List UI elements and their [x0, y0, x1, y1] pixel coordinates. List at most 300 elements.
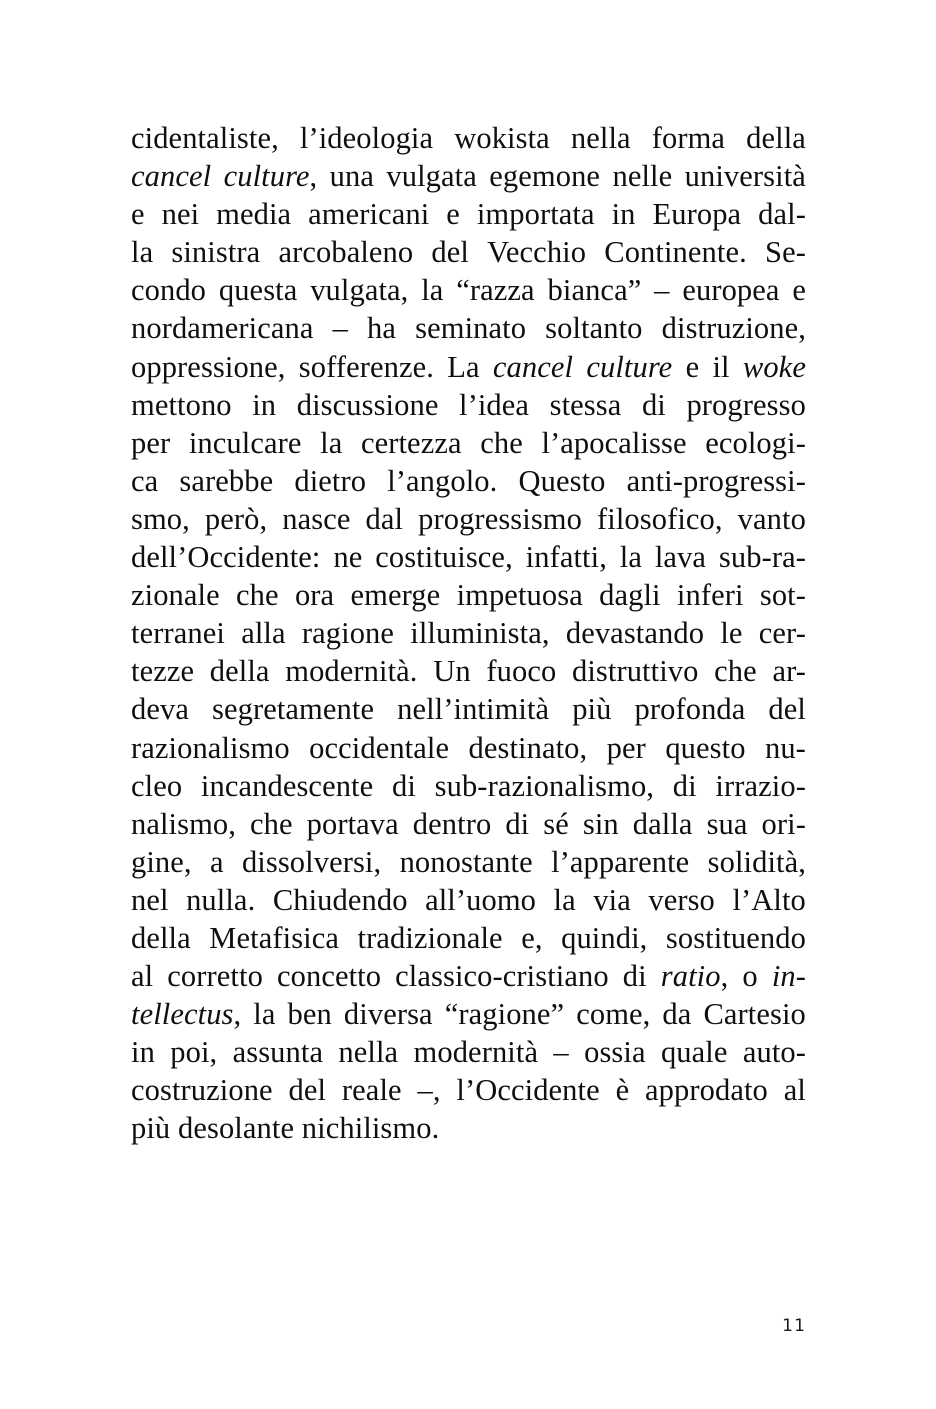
- text-run: ,: [309, 159, 318, 194]
- text-run: l’apocalisse: [541, 425, 687, 460]
- text-word: [551, 843, 689, 881]
- text-word: [216, 195, 291, 233]
- text-word: [250, 805, 293, 843]
- text-run: l’idea: [459, 387, 530, 422]
- text-run: discussione: [296, 387, 439, 422]
- text-run: “razza: [456, 273, 535, 308]
- text-run: stessa: [549, 387, 622, 422]
- text-word: [210, 843, 224, 881]
- text-word: [131, 119, 279, 157]
- text-run: mettono: [131, 387, 232, 422]
- text-word: [677, 576, 744, 614]
- text-word: [758, 195, 806, 233]
- text-run: poi,: [170, 1035, 218, 1070]
- text-run: portava: [306, 806, 399, 841]
- text-run: a: [209, 844, 224, 879]
- body-text-line: [131, 348, 806, 386]
- text-word: [131, 500, 190, 538]
- text-run: ca: [131, 463, 159, 498]
- text-word: [571, 119, 631, 157]
- text-word: [131, 576, 220, 614]
- text-run: dal: [365, 501, 404, 536]
- text-run: che: [236, 578, 279, 613]
- body-text-line: [131, 767, 806, 805]
- text-run: Vecchio: [487, 235, 587, 270]
- text-run: nalismo,: [131, 806, 237, 841]
- text-run: cleo: [131, 768, 183, 803]
- text-run: l’angolo.: [387, 463, 498, 498]
- text-run: distruttivo: [571, 654, 699, 689]
- text-word: [653, 195, 742, 233]
- text-run: americani: [308, 197, 430, 232]
- text-word: [302, 614, 394, 652]
- text-run: nasce: [282, 501, 351, 536]
- text-run: –,: [417, 1073, 441, 1108]
- text-word: [361, 424, 462, 462]
- text-run: Europa: [652, 197, 742, 232]
- text-run: ar-: [772, 654, 806, 689]
- text-run: sin: [582, 806, 619, 841]
- text-run: e: [685, 349, 700, 384]
- text-word: [456, 1071, 599, 1109]
- body-text-line: [131, 614, 806, 652]
- text-word: [447, 348, 479, 386]
- text-run: –: [654, 273, 670, 308]
- body-text-line: [131, 957, 806, 995]
- text-word: [167, 957, 263, 995]
- text-run: del: [768, 692, 806, 727]
- text-word: [224, 157, 318, 195]
- text-run: dell’Occidente:: [131, 540, 321, 575]
- body-text-line: [131, 729, 806, 767]
- text-run: del: [288, 1073, 327, 1108]
- text-word: [685, 157, 806, 195]
- text-run: La: [447, 349, 480, 384]
- text-run: la: [619, 540, 642, 575]
- text-word: [415, 309, 526, 347]
- text-run: media: [216, 197, 292, 232]
- text-run: segretamente: [212, 692, 375, 727]
- text-run: assunta: [232, 1035, 324, 1070]
- text-run: che: [714, 654, 757, 689]
- text-run: nordamericana: [131, 311, 314, 346]
- text-word: [131, 386, 232, 424]
- body-text-line: [131, 309, 806, 347]
- text-word: [445, 995, 564, 1033]
- text-word: [662, 309, 806, 347]
- text-run: che: [250, 806, 293, 841]
- text-word: [720, 614, 742, 652]
- body-text-line: [131, 233, 806, 271]
- text-run: ori-: [761, 806, 806, 841]
- text-word: [759, 614, 806, 652]
- text-run: la: [253, 997, 276, 1032]
- text-word: [431, 233, 469, 271]
- text-run: incandescente: [200, 768, 374, 803]
- text-word: [386, 157, 476, 195]
- text-word: [170, 1033, 217, 1071]
- text-word: [309, 729, 449, 767]
- text-run: ora: [294, 578, 335, 613]
- text-word: [599, 576, 661, 614]
- text-run: dalla: [632, 806, 693, 841]
- text-word: [131, 195, 145, 233]
- text-word: [545, 309, 642, 347]
- text-run: questa: [218, 273, 298, 308]
- italic-phrase: culture: [586, 349, 673, 384]
- text-run: dentro: [412, 806, 492, 841]
- text-word: [772, 652, 806, 690]
- text-word: [746, 119, 806, 157]
- text-word: [648, 881, 715, 919]
- text-run: nulla.: [186, 882, 256, 917]
- body-text-line: [131, 1033, 806, 1071]
- text-run: smo,: [131, 501, 190, 536]
- text-word: [273, 881, 408, 919]
- text-run: dissolversi,: [241, 844, 382, 879]
- text-word: [295, 576, 334, 614]
- text-word: [612, 195, 636, 233]
- text-word: [561, 919, 647, 957]
- body-text-line: [131, 843, 806, 881]
- text-word: [400, 843, 533, 881]
- text-run: Se-: [765, 235, 806, 270]
- text-word: [505, 805, 529, 843]
- text-word: [705, 424, 806, 462]
- text-word: [743, 1033, 806, 1071]
- text-word: [487, 233, 586, 271]
- text-word: [738, 500, 806, 538]
- text-run: in: [611, 197, 636, 232]
- text-run: sofferenze.: [298, 349, 434, 384]
- text-run: sua: [706, 806, 748, 841]
- text-run: anti-progressi-: [626, 463, 806, 498]
- body-text-line: [131, 690, 806, 728]
- text-word: [633, 805, 693, 843]
- text-word: [289, 1071, 327, 1109]
- text-run: come,: [576, 997, 651, 1032]
- text-word: [131, 652, 194, 690]
- text-word: [131, 462, 158, 500]
- italic-phrase: woke: [742, 349, 806, 384]
- text-run: vulgata: [386, 159, 477, 194]
- text-run: sostituendo: [665, 920, 806, 955]
- text-run: vanto: [737, 501, 806, 536]
- text-word: [554, 881, 576, 919]
- text-word: [162, 195, 200, 233]
- text-run: reale: [341, 1073, 402, 1108]
- text-run: e: [131, 197, 145, 232]
- text-run: università: [684, 159, 806, 194]
- text-word: [131, 233, 153, 271]
- text-word: [253, 995, 275, 1033]
- text-word: [597, 500, 723, 538]
- text-run: Questo: [518, 463, 606, 498]
- body-text-line: [131, 1109, 806, 1147]
- text-run: e: [446, 197, 460, 232]
- body-text-line: [131, 119, 806, 157]
- text-word: [583, 805, 619, 843]
- text-word: [743, 348, 806, 386]
- text-run: deva: [131, 692, 189, 727]
- text-word: [572, 690, 611, 728]
- text-run: vulgata,: [310, 273, 409, 308]
- text-run: la: [421, 273, 444, 308]
- text-word: [131, 348, 286, 386]
- text-run: nonostante: [399, 844, 533, 879]
- text-run: nelle: [612, 159, 673, 194]
- body-text-line: [131, 881, 806, 919]
- text-word: [131, 614, 225, 652]
- text-run: ha: [367, 311, 397, 346]
- body-text-line: [131, 500, 806, 538]
- text-word: [665, 729, 745, 767]
- text-run: cidentaliste,: [131, 121, 279, 155]
- text-run: sot-: [759, 578, 806, 613]
- text-run: corretto: [167, 959, 263, 994]
- text-word: [219, 271, 298, 309]
- text-word: [784, 1071, 806, 1109]
- text-run: l’ideologia: [299, 121, 434, 155]
- text-run: di: [641, 387, 666, 422]
- text-word: [358, 919, 503, 957]
- text-word: [205, 500, 267, 538]
- text-word: [131, 881, 169, 919]
- text-word: [233, 1033, 324, 1071]
- italic-phrase: in-: [771, 959, 806, 994]
- text-word: [707, 805, 748, 843]
- text-word: [418, 500, 582, 538]
- text-run: questo: [665, 730, 746, 765]
- text-run: della: [746, 121, 806, 155]
- text-word: [541, 424, 686, 462]
- text-word: [526, 538, 607, 576]
- text-run: inferi: [676, 578, 744, 613]
- text-word: [480, 424, 523, 462]
- body-text-line: [131, 271, 806, 309]
- text-word: [414, 1033, 539, 1071]
- text-run: Chiudendo: [272, 882, 408, 917]
- text-run: Un: [433, 654, 471, 689]
- text-run: “ragione”: [444, 997, 565, 1032]
- text-run: la: [320, 425, 343, 460]
- text-word: [489, 157, 600, 195]
- text-word: [768, 690, 806, 728]
- text-run: il: [712, 349, 730, 384]
- text-run: sé: [543, 806, 569, 841]
- text-word: [366, 500, 404, 538]
- text-word: [282, 500, 350, 538]
- text-run: auto-: [742, 1035, 806, 1070]
- text-run: sub-razionalismo,: [434, 768, 655, 803]
- text-word: [454, 119, 550, 157]
- text-run: in: [131, 1035, 155, 1070]
- text-run: e: [792, 273, 806, 308]
- text-run: e,: [521, 920, 543, 955]
- text-word: [307, 805, 399, 843]
- text-word: [310, 271, 408, 309]
- text-word: [550, 386, 622, 424]
- text-run: ne: [333, 540, 363, 575]
- text-word: [762, 805, 806, 843]
- text-word: [543, 805, 569, 843]
- text-run: progressismo: [418, 501, 582, 536]
- text-run: di: [391, 768, 416, 803]
- text-word: [654, 271, 669, 309]
- body-text-line: [131, 995, 806, 1033]
- text-word: [308, 195, 429, 233]
- text-word: [131, 957, 153, 995]
- text-run: approdato: [645, 1073, 768, 1108]
- text-word: [236, 576, 279, 614]
- text-run: ossia: [584, 1035, 646, 1070]
- text-run: una: [329, 159, 375, 194]
- text-word: [666, 919, 806, 957]
- text-word: [413, 805, 492, 843]
- text-word: [682, 271, 779, 309]
- text-run: la: [553, 882, 576, 917]
- text-run: fuoco: [486, 654, 557, 689]
- text-word: [131, 995, 241, 1033]
- text-word: [584, 1033, 646, 1071]
- text-run: inculcare: [188, 425, 302, 460]
- text-run: dietro: [294, 463, 367, 498]
- text-word: [241, 614, 285, 652]
- text-run: nel: [131, 882, 169, 917]
- body-text-line: [131, 462, 806, 500]
- text-run: nu-: [764, 730, 806, 765]
- text-word: [285, 652, 417, 690]
- text-run: della: [209, 654, 270, 689]
- text-word: [333, 538, 362, 576]
- text-word: [661, 957, 729, 995]
- text-word: [338, 1033, 398, 1071]
- text-word: [521, 919, 542, 957]
- text-word: [792, 271, 806, 309]
- text-word: [620, 538, 642, 576]
- text-run: al: [783, 1073, 806, 1108]
- text-run: emerge: [350, 578, 441, 613]
- text-word: [765, 729, 806, 767]
- text-word: [772, 957, 806, 995]
- text-word: [686, 386, 806, 424]
- text-word: [652, 119, 725, 157]
- text-run: sub-ra-: [718, 540, 806, 575]
- text-run: destinato,: [468, 730, 588, 765]
- text-word: [623, 957, 647, 995]
- text-run: la: [131, 235, 154, 270]
- text-run: irrazio-: [715, 768, 806, 803]
- text-word: [320, 424, 342, 462]
- text-word: [708, 843, 806, 881]
- text-run: –: [332, 311, 348, 346]
- text-run: seminato: [415, 311, 527, 346]
- text-run: progresso: [686, 387, 806, 422]
- text-word: [212, 690, 374, 728]
- text-run: soltanto: [545, 311, 643, 346]
- text-run: arcobaleno: [278, 235, 414, 270]
- text-run: diversa: [343, 997, 433, 1032]
- text-word: [765, 233, 806, 271]
- text-word: [297, 386, 439, 424]
- text-run: è: [615, 1073, 630, 1108]
- text-word: [607, 729, 646, 767]
- text-run: cer-: [758, 616, 806, 651]
- text-run: condo: [131, 273, 207, 308]
- text-word: [742, 957, 757, 995]
- text-run: ,: [233, 997, 242, 1032]
- text-word: [131, 1033, 155, 1071]
- text-word: [131, 309, 314, 347]
- text-word: [421, 271, 443, 309]
- text-word: [131, 919, 191, 957]
- text-word: [593, 881, 631, 919]
- body-text-line: [131, 805, 806, 843]
- italic-phrase: cancel: [492, 349, 574, 384]
- text-word: [131, 157, 211, 195]
- text-run: però,: [204, 501, 268, 536]
- text-word: [277, 957, 381, 995]
- text-run: ben: [287, 997, 332, 1032]
- text-run: forma: [651, 121, 726, 155]
- text-run: occidentale: [309, 730, 450, 765]
- text-word: [410, 614, 549, 652]
- text-run: dal-: [758, 197, 806, 232]
- text-word: [732, 881, 805, 919]
- text-run: illuminista,: [410, 616, 550, 651]
- text-run: in: [252, 387, 277, 422]
- text-run: solidità,: [707, 844, 806, 879]
- text-word: [242, 843, 381, 881]
- text-run: l’Alto: [732, 882, 806, 917]
- text-run: di: [622, 959, 647, 994]
- text-word: [201, 767, 373, 805]
- text-word: [171, 233, 260, 271]
- text-run: infatti,: [525, 540, 607, 575]
- text-word: [417, 1071, 440, 1109]
- text-run: Continente.: [604, 235, 747, 270]
- text-run: della: [131, 920, 191, 955]
- text-word: [457, 576, 583, 614]
- text-run: nella: [338, 1035, 399, 1070]
- text-word: [342, 1071, 402, 1109]
- italic-phrase: tellectus: [131, 997, 234, 1032]
- text-word: [435, 767, 654, 805]
- text-run: ragione: [301, 616, 395, 651]
- text-run: distruzione,: [661, 311, 806, 346]
- text-word: [131, 843, 192, 881]
- text-word: [375, 538, 513, 576]
- text-run: europea: [682, 273, 780, 308]
- text-word: [715, 767, 806, 805]
- text-run: l’Occidente: [456, 1073, 600, 1108]
- text-run: al: [131, 959, 154, 994]
- italic-phrase: culture: [223, 159, 310, 194]
- body-text-column: [131, 119, 806, 1148]
- body-text-line: [131, 538, 806, 576]
- body-text-line: [131, 1071, 806, 1109]
- text-run: sinistra: [171, 235, 261, 270]
- text-word: [131, 424, 170, 462]
- text-word: [719, 538, 806, 576]
- text-word: [294, 462, 366, 500]
- text-run: quindi,: [561, 920, 648, 955]
- text-run: dagli: [599, 578, 661, 613]
- text-word: [712, 348, 729, 386]
- text-run: da: [662, 997, 692, 1032]
- text-word: [433, 652, 470, 690]
- text-run: Cartesio: [703, 997, 806, 1032]
